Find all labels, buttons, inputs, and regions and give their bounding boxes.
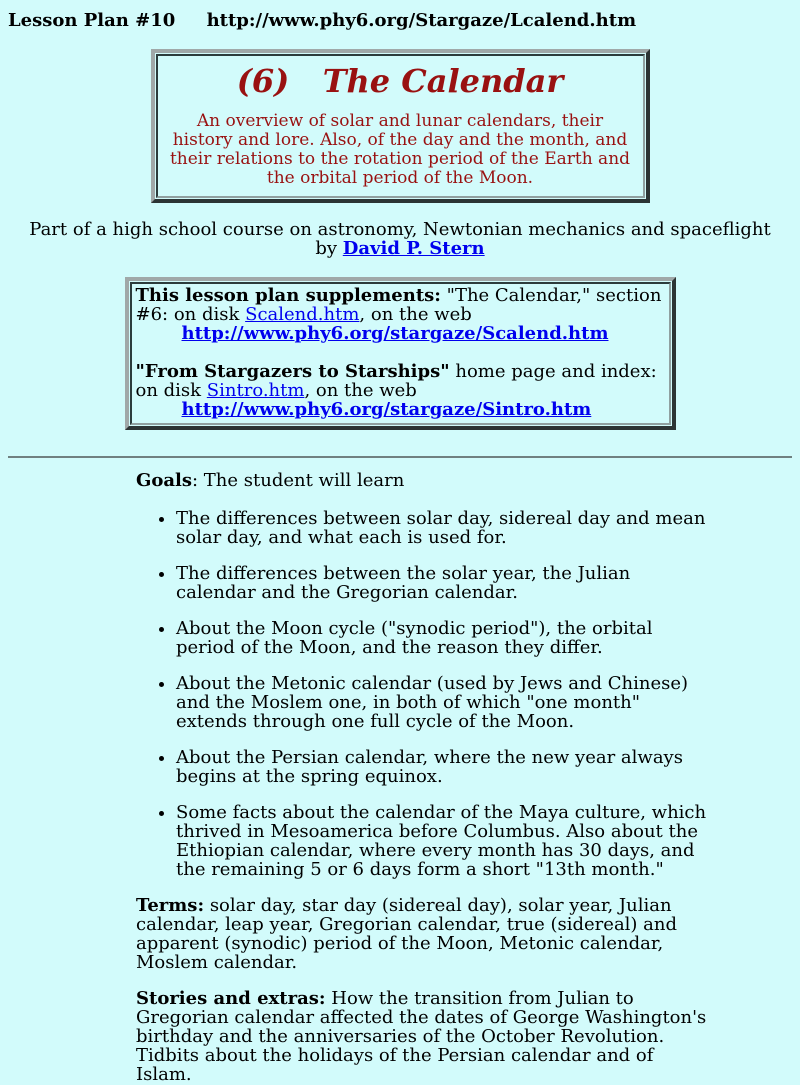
sintro-url-link[interactable]: http://www.phy6.org/stargaze/Sintro.htm: [181, 399, 592, 420]
supplement-paragraph-sintro: [136, 362, 665, 419]
stories-text: How the transition from Julian to Gregorian calendar affected the dates of George Washington's birthday and the anniversaries of the October Revolution. Tidbits about the holidays of the Persian calendar and of Islam.: [136, 988, 707, 1085]
terms-paragraph: [136, 896, 712, 972]
title-box-inner: [156, 54, 645, 198]
supplement-text-2: , on the web: [359, 304, 472, 325]
terms-label: Terms:: [136, 895, 205, 916]
goal-item: • About the Metonic calendar (used by Jews and Chinese) and the Moslem one, in both of which "one month" extends through one full cycle of the Moon.: [176, 674, 712, 731]
supplement-paragraph-scalend: [136, 286, 665, 343]
goals-list: [136, 509, 712, 879]
sintro-disk-link[interactable]: Sintro.htm: [206, 380, 305, 401]
byline-text: Part of a high school course on astronomy, Newtonian mechanics and spaceflight: [29, 219, 771, 240]
lesson-title: (6) The Calendar: [236, 62, 564, 100]
goal-item: • About the Persian calendar, where the new year always begins at the spring equinox.: [176, 748, 712, 786]
supplement-text-1: "The Calendar," section #6: on disk: [135, 285, 662, 325]
supplement-text-3: home page and index: on disk: [135, 361, 657, 401]
goal-item: • Some facts about the calendar of the Maya culture, which thrived in Mesoamerica before Columbus. Also about the Ethiopian calendar, where every month has 30 days, and the remaining 5 or 6 days form a short "13th month.": [176, 803, 712, 879]
goals-heading: [136, 471, 712, 490]
byline-by-prefix: by: [315, 238, 343, 259]
scalend-disk-link[interactable]: Scalend.htm: [245, 304, 360, 325]
page-header: Lesson Plan #10 http://www.phy6.org/Stargaze/Lcalend.htm: [8, 10, 637, 31]
supplement-box-inner: [130, 282, 671, 425]
stories-paragraph: [136, 989, 712, 1084]
goal-item: • The differences between solar day, sidereal day and mean solar day, and what each is used for.: [176, 509, 712, 547]
scalend-url-link[interactable]: http://www.phy6.org/stargaze/Scalend.htm: [181, 323, 609, 344]
lesson-subtitle: An overview of solar and lunar calendars, their history and lore. Also, of the day and the month, and their relations to the rotation period of the Earth and the orbital period of the Moon.: [169, 111, 631, 188]
horizontal-rule: [8, 456, 792, 458]
author-link[interactable]: David P. Stern: [342, 238, 485, 259]
goal-item: • The differences between the solar year, the Julian calendar and the Gregorian calendar.: [176, 564, 712, 602]
supplement-text-4: , on the web: [304, 380, 417, 401]
goals-label: Goals: [136, 470, 193, 491]
goals-intro: : The student will learn: [192, 470, 405, 491]
course-byline: [8, 220, 792, 258]
supplement-box: [125, 277, 676, 430]
title-box: [151, 49, 650, 203]
stories-label: Stories and extras:: [136, 988, 326, 1009]
terms-text: solar day, star day (sidereal day), solar year, Julian calendar, leap year, Gregorian calendar, true (sidereal) and apparent (synodic) period of the Moon, Metonic calendar, Moslem calendar.: [136, 895, 678, 973]
goal-item: • About the Moon cycle ("synodic period"), the orbital period of the Moon, and the reason they differ.: [176, 619, 712, 657]
supplement-lead-in: This lesson plan supplements:: [135, 285, 441, 306]
main-content: [136, 471, 712, 1084]
stargazers-title: "From Stargazers to Starships": [135, 361, 450, 382]
